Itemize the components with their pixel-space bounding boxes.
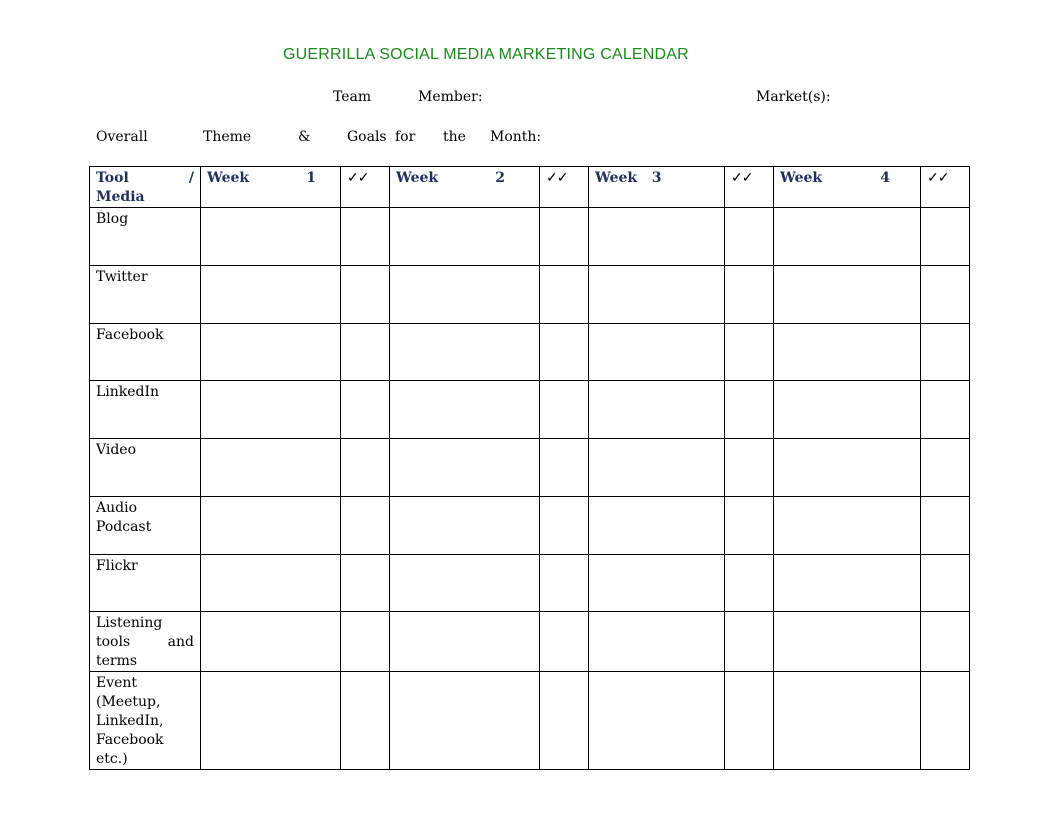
week-entry-cell[interactable]: [390, 612, 540, 672]
week-entry-cell[interactable]: [589, 266, 725, 324]
the-word: the: [443, 129, 466, 145]
week-entry-cell[interactable]: [774, 555, 921, 612]
check-cell[interactable]: [921, 266, 970, 324]
check-cell[interactable]: [921, 439, 970, 497]
page-title: GUERRILLA SOCIAL MEDIA MARKETING CALENDAR: [283, 46, 689, 63]
check-cell[interactable]: [725, 266, 774, 324]
team-label: Team: [333, 89, 372, 105]
week-entry-cell[interactable]: [390, 324, 540, 381]
week-entry-cell[interactable]: [774, 266, 921, 324]
check-cell[interactable]: [540, 266, 589, 324]
market-label: Market(s):: [756, 89, 831, 105]
week-entry-cell[interactable]: [774, 324, 921, 381]
check-cell[interactable]: [921, 381, 970, 439]
check-cell[interactable]: [540, 497, 589, 555]
member-label: Member:: [418, 89, 483, 105]
week-entry-cell[interactable]: [201, 381, 341, 439]
week-entry-cell[interactable]: [201, 439, 341, 497]
week-entry-cell[interactable]: [774, 439, 921, 497]
tool-media-header: Tool / Media: [90, 167, 201, 208]
week-entry-cell[interactable]: [589, 497, 725, 555]
week-2-check-header: ✓✓: [540, 167, 589, 208]
table-row: [90, 266, 970, 324]
calendar-table: [89, 166, 970, 770]
overall-word: Overall: [96, 129, 148, 145]
week-1-check-header: ✓✓: [341, 167, 390, 208]
check-cell[interactable]: [341, 381, 390, 439]
goals-word: Goals: [347, 129, 387, 145]
check-cell[interactable]: [540, 555, 589, 612]
check-cell[interactable]: [725, 612, 774, 672]
table-row: [90, 497, 970, 555]
check-cell[interactable]: [341, 439, 390, 497]
week-entry-cell[interactable]: [201, 266, 341, 324]
week-entry-cell[interactable]: [390, 381, 540, 439]
media-label-cell: Audio Podcast: [90, 497, 201, 555]
check-cell[interactable]: [341, 555, 390, 612]
check-cell[interactable]: [921, 672, 970, 770]
week-entry-cell[interactable]: [201, 672, 341, 770]
week-4-header: Week 4: [774, 167, 921, 208]
week-entry-cell[interactable]: [589, 612, 725, 672]
week-entry-cell[interactable]: [201, 208, 341, 266]
week-entry-cell[interactable]: [774, 672, 921, 770]
week-entry-cell[interactable]: [589, 381, 725, 439]
check-cell[interactable]: [540, 208, 589, 266]
check-cell[interactable]: [540, 672, 589, 770]
check-cell[interactable]: [921, 555, 970, 612]
check-cell[interactable]: [725, 208, 774, 266]
week-entry-cell[interactable]: [589, 208, 725, 266]
week-entry-cell[interactable]: [390, 266, 540, 324]
for-word: for: [395, 129, 416, 145]
table-row: [90, 381, 970, 439]
table-row: [90, 672, 970, 770]
check-cell[interactable]: [341, 266, 390, 324]
week-entry-cell[interactable]: [774, 381, 921, 439]
check-cell[interactable]: [540, 324, 589, 381]
table-row: [90, 612, 970, 672]
check-cell[interactable]: [341, 208, 390, 266]
check-cell[interactable]: [725, 555, 774, 612]
check-cell[interactable]: [540, 381, 589, 439]
week-entry-cell[interactable]: [589, 324, 725, 381]
week-entry-cell[interactable]: [390, 439, 540, 497]
media-label-cell: Video: [90, 439, 201, 497]
week-entry-cell[interactable]: [201, 324, 341, 381]
media-label-cell: Listening tools and terms: [90, 612, 201, 672]
check-cell[interactable]: [341, 672, 390, 770]
week-1-header: Week 1: [201, 167, 341, 208]
week-entry-cell[interactable]: [589, 672, 725, 770]
check-cell[interactable]: [725, 381, 774, 439]
media-label-cell: LinkedIn: [90, 381, 201, 439]
week-entry-cell[interactable]: [390, 672, 540, 770]
table-row: [90, 555, 970, 612]
week-entry-cell[interactable]: [201, 612, 341, 672]
check-cell[interactable]: [540, 439, 589, 497]
header-row: [90, 167, 970, 208]
check-cell[interactable]: [921, 497, 970, 555]
check-cell[interactable]: [341, 324, 390, 381]
table-row: [90, 208, 970, 266]
media-label-cell: Event (Meetup, LinkedIn, Facebook etc.): [90, 672, 201, 770]
check-cell[interactable]: [341, 497, 390, 555]
table-row: [90, 439, 970, 497]
week-entry-cell[interactable]: [390, 208, 540, 266]
check-cell[interactable]: [921, 208, 970, 266]
week-entry-cell[interactable]: [774, 208, 921, 266]
week-entry-cell[interactable]: [201, 497, 341, 555]
week-entry-cell[interactable]: [774, 497, 921, 555]
check-cell[interactable]: [341, 612, 390, 672]
check-cell[interactable]: [725, 672, 774, 770]
media-label-cell: Twitter: [90, 266, 201, 324]
ampersand-word: &: [298, 129, 311, 145]
week-4-check-header: ✓✓: [921, 167, 970, 208]
check-cell[interactable]: [725, 497, 774, 555]
week-entry-cell[interactable]: [589, 439, 725, 497]
week-entry-cell[interactable]: [390, 555, 540, 612]
theme-word: Theme: [203, 129, 252, 145]
week-3-header: Week 3: [589, 167, 725, 208]
month-label: Month:: [490, 129, 542, 145]
check-cell[interactable]: [540, 612, 589, 672]
week-entry-cell[interactable]: [589, 555, 725, 612]
check-cell[interactable]: [921, 324, 970, 381]
media-label-cell: Flickr: [90, 555, 201, 612]
week-3-check-header: ✓✓: [725, 167, 774, 208]
check-cell[interactable]: [921, 612, 970, 672]
media-label-cell: Facebook: [90, 324, 201, 381]
check-cell[interactable]: [725, 324, 774, 381]
media-label-cell: Blog: [90, 208, 201, 266]
check-cell[interactable]: [725, 439, 774, 497]
week-entry-cell[interactable]: [390, 497, 540, 555]
table-row: [90, 324, 970, 381]
week-entry-cell[interactable]: [774, 612, 921, 672]
week-2-header: Week 2: [390, 167, 540, 208]
week-entry-cell[interactable]: [201, 555, 341, 612]
